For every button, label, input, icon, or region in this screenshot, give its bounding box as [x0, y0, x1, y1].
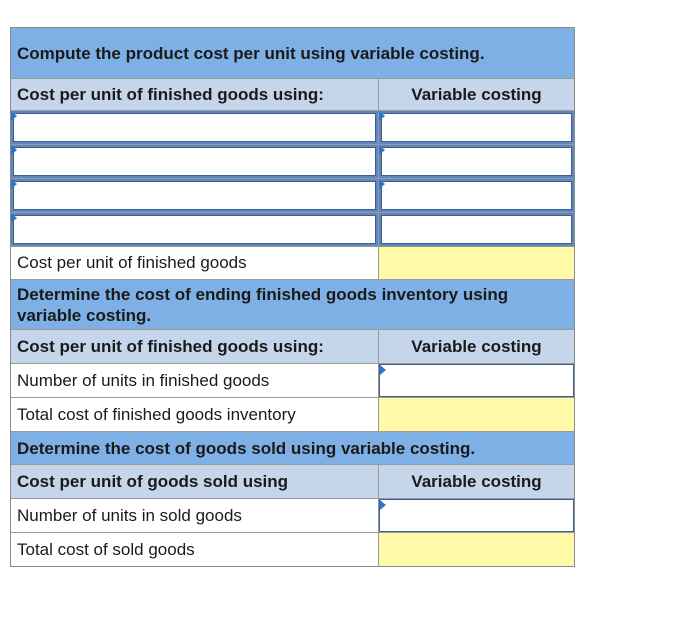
section2-total-row: [11, 398, 574, 432]
section2-total-value: [379, 398, 574, 431]
section2-title: Determine the cost of ending finished goods inventory using variable costing.: [17, 284, 509, 325]
section1-row3-value-field[interactable]: [381, 181, 572, 210]
section1-header-left: Cost per unit of finished goods using:: [11, 79, 379, 110]
section1-title: Compute the product cost per unit using variable costing.: [17, 43, 485, 63]
dropdown-marker-icon: [11, 179, 17, 189]
section3-total-label: Total cost of sold goods: [11, 533, 379, 566]
section1-title-row: [11, 28, 574, 79]
section1-row4-label-field[interactable]: [13, 215, 376, 244]
dropdown-marker-icon: [380, 500, 386, 510]
section2-units-input[interactable]: [379, 364, 574, 397]
section1-row2-value-cell[interactable]: [379, 145, 574, 178]
dropdown-marker-icon: [11, 213, 17, 223]
section2-title-row: [11, 280, 574, 330]
section1-input-row-2: [11, 145, 574, 179]
section1-total-label: Cost per unit of finished goods: [11, 247, 379, 279]
section2-header-right: Variable costing: [411, 336, 542, 356]
section1-row3-label-field[interactable]: [13, 181, 376, 210]
section1-input-row-3: [11, 179, 574, 213]
section2-total-label: Total cost of finished goods inventory: [11, 398, 379, 431]
section1-row4-label-cell[interactable]: [11, 213, 379, 246]
section3-header-right: Variable costing: [411, 471, 542, 491]
section2-header-left: Cost per unit of finished goods using:: [11, 330, 379, 363]
section1-row2-label-cell[interactable]: [11, 145, 379, 178]
section1-input-row-1: [11, 111, 574, 145]
section1-header-row: [11, 79, 574, 111]
section1-row2-value-field[interactable]: [381, 147, 572, 176]
section1-row1-value-cell[interactable]: [379, 111, 574, 144]
section1-row1-label-cell[interactable]: [11, 111, 379, 144]
section1-row4-value-cell[interactable]: [379, 213, 574, 246]
section3-units-label: Number of units in sold goods: [11, 499, 379, 532]
section1-total-value: [379, 247, 574, 279]
dropdown-marker-icon: [11, 145, 17, 155]
section3-header-row: [11, 465, 574, 499]
section1-row1-value-field[interactable]: [381, 113, 572, 142]
section2-header-row: [11, 330, 574, 364]
section3-units-row: [11, 499, 574, 533]
section3-header-left: Cost per unit of goods sold using: [11, 465, 379, 498]
dropdown-marker-icon: [379, 145, 385, 155]
dropdown-marker-icon: [11, 111, 17, 121]
dropdown-marker-icon: [380, 365, 386, 375]
section1-input-row-4: [11, 213, 574, 247]
dropdown-marker-icon: [379, 111, 385, 121]
section3-total-value: [379, 533, 574, 566]
section1-total-row: [11, 247, 574, 280]
section3-units-input[interactable]: [379, 499, 574, 532]
worksheet-table: [10, 27, 575, 567]
section1-row4-value-field[interactable]: [381, 215, 572, 244]
section3-total-row: [11, 533, 574, 566]
section1-row2-label-field[interactable]: [13, 147, 376, 176]
section3-title-row: [11, 432, 574, 465]
section1-row1-label-field[interactable]: [13, 113, 376, 142]
section2-units-row: [11, 364, 574, 398]
section1-row3-label-cell[interactable]: [11, 179, 379, 212]
section1-header-right: Variable costing: [411, 84, 542, 104]
section3-title: Determine the cost of goods sold using variable costing.: [17, 438, 476, 458]
section1-row3-value-cell[interactable]: [379, 179, 574, 212]
section2-units-label: Number of units in finished goods: [11, 364, 379, 397]
dropdown-marker-icon: [379, 179, 385, 189]
